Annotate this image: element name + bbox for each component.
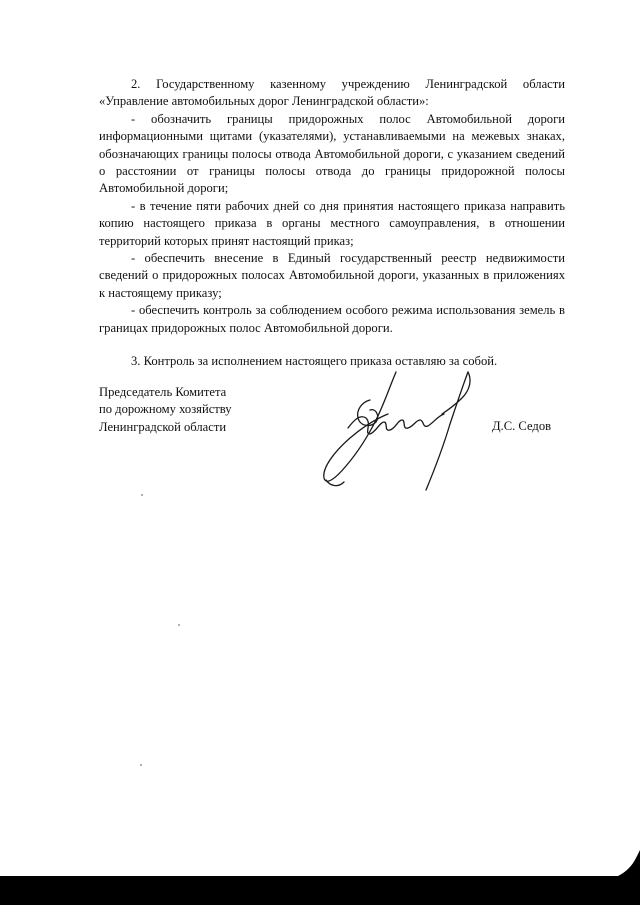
paragraph-3: 3. Контроль за исполнением настоящего приказа оставляю за собой. [131, 354, 498, 369]
document-body [99, 76, 565, 371]
signer-title-line-2: по дорожному хозяйству [99, 402, 232, 417]
handwritten-signature [318, 370, 488, 495]
signer-title [99, 384, 299, 436]
paragraph-spacer [99, 337, 565, 353]
signature-block [0, 370, 640, 510]
paragraph-2-item-3: - обеспечить внесение в Единый государственный реестр недвижимости сведений о придорожных полосах Автомобильной дороги, указанных в приложениях к настоящему приказу; [99, 251, 565, 300]
paragraph-2-item-1: - обозначить границы придорожных полос Автомобильной дороги информационными щитами (указателями), устанавливаемыми на межевых знаках, обозначающих границы полосы отвода Автомобильной дороги, с указанием сведений о расстоянии от границы полосы отвода до границы придорожной полосы Автомобильной дороги; [99, 111, 565, 196]
paragraph-2-intro: 2. Государственному казенному учреждению Ленинградской области «Управление автомобильных дорог Ленинградской области»: [99, 77, 565, 109]
scan-speck [140, 764, 142, 766]
signer-title-line-1: Председатель Комитета [99, 385, 227, 399]
paragraph-2-item-2: - в течение пяти рабочих дней со дня принятия настоящего приказа направить копию настоящего приказа в органы местного самоуправления, в отношении территорий которых принят настоящий приказ; [99, 198, 565, 248]
signer-name: Д.С. Седов [492, 419, 552, 433]
scan-bottom-border [0, 876, 640, 905]
scan-speck [141, 494, 143, 496]
scan-corner-mark [618, 850, 640, 876]
paragraph-2-item-4: - обеспечить контроль за соблюдением особого режима использования земель в границах придорожных полос Автомобильной дороги. [99, 303, 565, 335]
scan-speck [178, 624, 180, 626]
signer-title-line-3: Ленинградской области [99, 419, 227, 434]
